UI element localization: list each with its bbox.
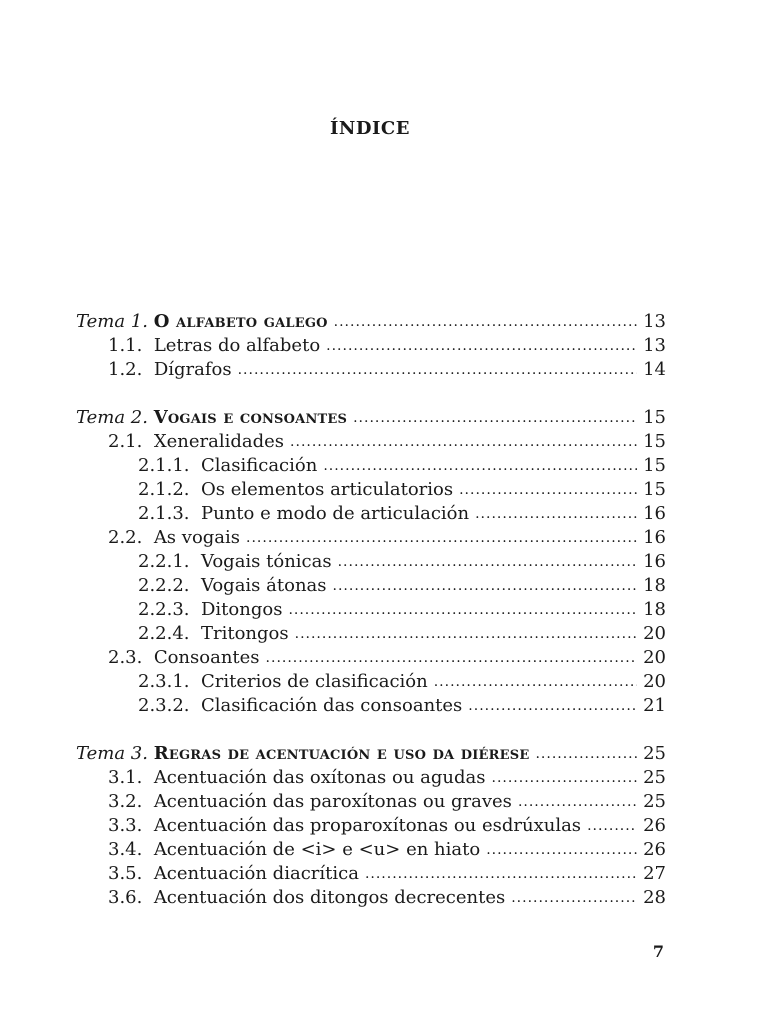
leader-dots [246,526,637,550]
entry-number: 2.1. [108,431,143,452]
leader-dots [266,646,638,670]
toc-entry[interactable] [76,862,666,886]
leader-dots [288,598,637,622]
toc-entry[interactable] [76,478,666,502]
toc-entry[interactable] [76,334,666,358]
leader-dots [353,406,637,430]
entry-number: 3.5. [108,863,143,884]
toc-entry[interactable] [76,574,666,598]
entry-title: Tritongos [200,623,289,644]
toc-entry[interactable] [76,646,666,670]
leader-dots [338,550,637,574]
leader-dots [511,886,637,910]
entry-number: 3.6. [108,887,143,908]
page-number: 21 [643,695,666,716]
toc-entry[interactable] [76,526,666,550]
entry-title: Criterios de clasificación [200,671,428,692]
leader-dots [459,478,637,502]
entry-number: 2.3.1. [138,671,190,692]
entry-number: 2.2.3. [138,599,190,620]
entry-number: 3.4. [108,839,143,860]
page-number: 27 [643,863,666,884]
page-number: 16 [643,503,666,524]
page-title: ÍNDICE [330,118,410,139]
toc-chapter-1[interactable] [76,310,666,334]
toc-entry[interactable] [76,814,666,838]
toc-entry[interactable] [76,502,666,526]
entry-title: Os elementos articulatorios [200,479,454,500]
leader-dots [492,766,638,790]
entry-number: 3.1. [108,767,143,788]
toc-entry[interactable] [76,670,666,694]
page-number: 18 [643,599,666,620]
leader-dots [518,790,637,814]
entry-number: 1.2. [108,359,143,380]
page-number: 16 [643,551,666,572]
page-number: 26 [643,815,666,836]
toc-entry[interactable] [76,598,666,622]
entry-title: Acentuación das oxítonas ou agudas [153,767,486,788]
leader-dots [468,694,637,718]
entry-number: 2.2.1. [138,551,190,572]
page-number: 20 [643,671,666,692]
toc-chapter-2[interactable] [76,406,666,430]
chapter-heading: Regras de acentuación e uso da diérese [153,743,530,764]
toc-chapter-3[interactable] [76,742,666,766]
entry-number: 2.2.2. [138,575,190,596]
chapter-label: Tema 1. [76,311,148,332]
leader-dots [295,622,637,646]
entry-title: Letras do alfabeto [153,335,321,356]
toc-entry[interactable] [76,622,666,646]
entry-title: Xeneralidades [153,431,285,452]
toc-entry[interactable] [76,358,666,382]
leader-dots [486,838,637,862]
entry-title: Punto e modo de articulación [200,503,470,524]
page-number: 18 [643,575,666,596]
entry-title: Ditongos [200,599,283,620]
page-number: 20 [643,623,666,644]
toc-entry[interactable] [76,550,666,574]
entry-title: Dígrafos [153,359,232,380]
entry-number: 2.3. [108,647,143,668]
entry-number: 3.3. [108,815,143,836]
entry-title: Acentuación das paroxítonas ou graves [153,791,512,812]
toc-entry[interactable] [76,886,666,910]
entry-title: Clasificación [200,455,318,476]
toc-entry[interactable] [76,766,666,790]
leader-dots [365,862,637,886]
entry-title: Clasificación das consoantes [200,695,463,716]
entry-number: 3.2. [108,791,143,812]
entry-number: 2.1.3. [138,503,190,524]
page-number: 15 [643,455,666,476]
entry-number: 2.2.4. [138,623,190,644]
entry-number: 2.2. [108,527,143,548]
page-number: 14 [643,359,666,380]
entry-title: Consoantes [153,647,260,668]
leader-dots [434,670,637,694]
chapter-heading: Vogais e consoantes [153,407,348,428]
page-folio-number: 7 [652,942,664,961]
leader-dots [290,430,637,454]
leader-dots [535,742,637,766]
page-number: 15 [643,479,666,500]
page-number: 20 [643,647,666,668]
chapter-heading: O alfabeto galego [153,311,328,332]
leader-dots [334,310,637,334]
page-number: 25 [643,767,666,788]
entry-number: 1.1. [108,335,143,356]
entry-title: Acentuación dos ditongos decrecentes [153,887,506,908]
toc-entry[interactable] [76,454,666,478]
entry-title: Vogais tónicas [200,551,332,572]
toc-entry[interactable] [76,430,666,454]
page-number: 13 [643,335,666,356]
page-number: 25 [643,791,666,812]
page-number: 16 [643,527,666,548]
page-number: 26 [643,839,666,860]
entry-title: Vogais átonas [200,575,327,596]
toc-entry[interactable] [76,838,666,862]
chapter-label: Tema 3. [76,743,148,764]
entry-number: 2.1.1. [138,455,190,476]
page-number: 28 [643,887,666,908]
entry-title: As vogais [153,527,241,548]
leader-dots [326,334,637,358]
entry-title: Acentuación das proparoxítonas ou esdrúxulas [153,815,582,836]
page-number: 15 [643,431,666,452]
page-number: 15 [643,407,666,428]
leader-dots [323,454,637,478]
page-number: 25 [643,743,666,764]
page-number: 13 [643,311,666,332]
leader-dots [587,814,637,838]
entry-title: Acentuación de <i> e <u> en hiato [153,839,481,860]
entry-number: 2.3.2. [138,695,190,716]
leader-dots [475,502,637,526]
leader-dots [238,358,637,382]
leader-dots [333,574,638,598]
toc-entry[interactable] [76,790,666,814]
entry-number: 2.1.2. [138,479,190,500]
toc-entry[interactable] [76,694,666,718]
chapter-label: Tema 2. [76,407,148,428]
entry-title: Acentuación diacrítica [153,863,359,884]
